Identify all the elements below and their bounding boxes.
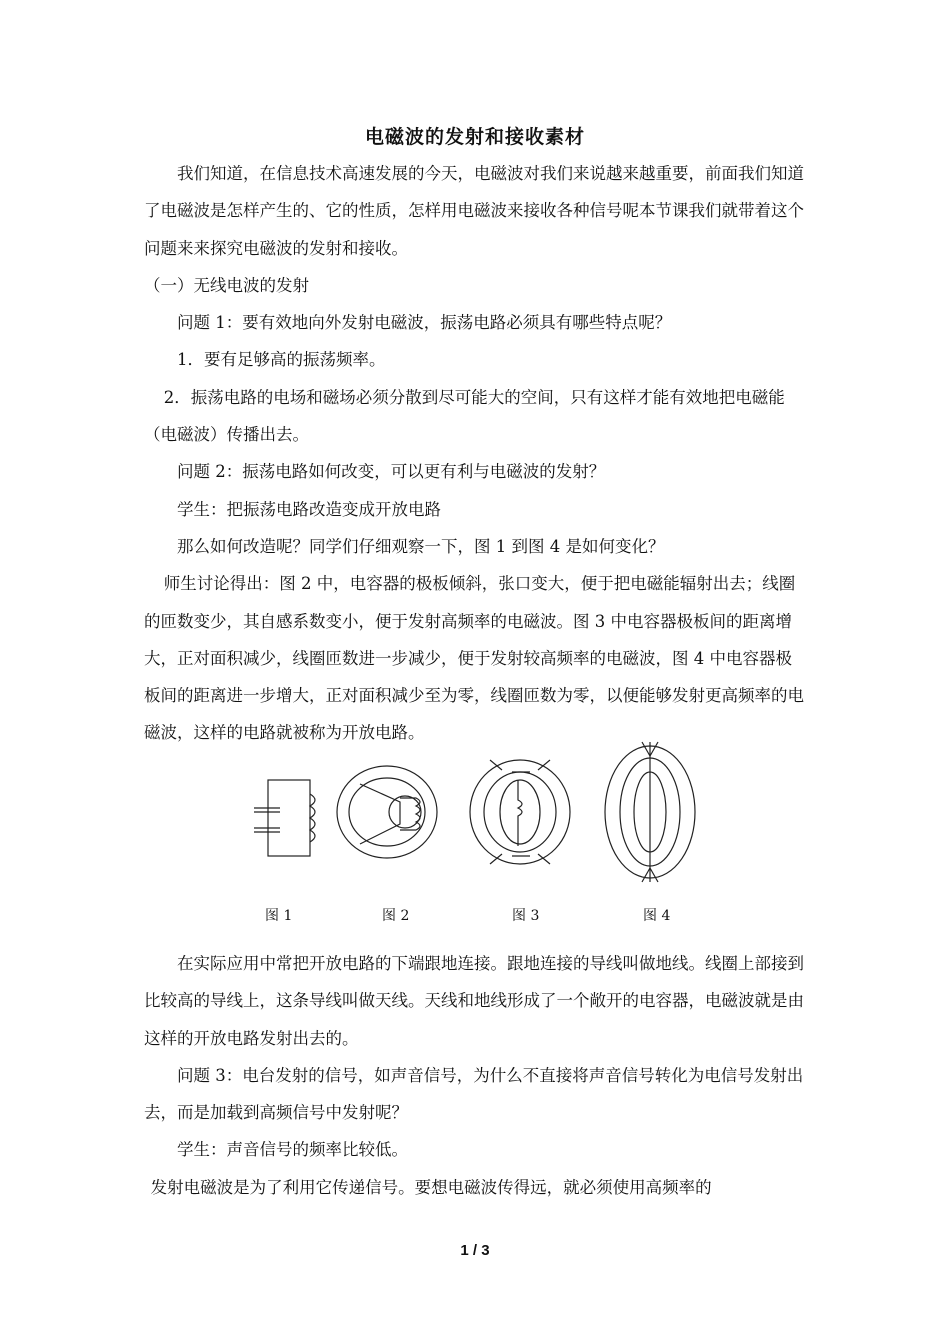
page-number: 1 / 3	[460, 1242, 490, 1259]
paragraph-ground: 在实际应用中常把开放电路的下端跟地连接。跟地连接的导线叫做地线。线圈上部接到比较高的导线上，这条导线叫做天线。天线和地线形成了一个敞开的电容器，电磁波就是由这样的开放电路发射出去的。	[144, 954, 804, 1048]
figure-3-wider-plates	[470, 760, 570, 864]
document-title: 电磁波的发射和接收素材	[364, 126, 585, 148]
figure-caption-3: 图 3	[512, 908, 540, 924]
question-1: 问题 1：要有效地向外发射电磁波，振荡电路必须具有哪些特点呢？	[177, 313, 672, 333]
circuit-figures	[240, 740, 710, 930]
figure-caption-2: 图 2	[382, 908, 410, 924]
figure-1-lc-circuit	[254, 780, 315, 856]
student-answer-1: 学生：把振荡电路改造变成开放电路	[177, 499, 441, 519]
figure-4-open-circuit	[605, 742, 695, 882]
figure-2-open-plates	[337, 766, 437, 858]
student-answer-2: 学生：声音信号的频率比较低。	[177, 1140, 408, 1160]
body-text-bottom	[144, 945, 808, 1206]
paragraph-transmit: 发射电磁波是为了利用它传递信号。要想电磁波传得远，就必须使用高频率的	[150, 1177, 712, 1197]
prompt-observe: 那么如何改造呢？同学们仔细观察一下，图 1 到图 4 是如何变化？	[177, 536, 665, 556]
point-1: 1．要有足够高的振荡频率。	[177, 350, 386, 370]
section-heading: （一）无线电波的发射	[144, 275, 309, 295]
point-2: 2．振荡电路的电场和磁场必须分散到尽可能大的空间，只有这样才能有效地把电磁能（电磁波）传播出去。	[144, 387, 785, 445]
discussion-paragraph: 师生讨论得出：图 2 中，电容器的极板倾斜，张口变大，便于把电磁能辐射出去；线圈的匝数变少，其自感系数变小，便于发射高频率的电磁波。图 3 中电容器极板间的距离增大，正对面积减少，线圈匝数进一步减少，便于发射较高频率的电磁波，图 4 中电容器极板间的距离进一步增大，正对面积减少至为零，线圈匝数为零，以便能够发射更高频率的电磁波，这样的电路就被称为开放电路。	[144, 574, 804, 743]
figure-caption-1: 图 1	[265, 908, 293, 924]
figure-caption-4: 图 4	[643, 908, 671, 924]
body-text-top	[144, 155, 808, 752]
paragraph-intro: 我们知道，在信息技术高速发展的今天，电磁波对我们来说越来越重要，前面我们知道了电磁波是怎样产生的、它的性质，怎样用电磁波来接收各种信号呢本节课我们就带着这个问题来来探究电磁波的发射和接收。	[144, 164, 804, 258]
question-3: 问题 3：电台发射的信号，如声音信号，为什么不直接将声音信号转化为电信号发射出去，而是加载到高频信号中发射呢？	[144, 1065, 804, 1123]
question-2: 问题 2：振荡电路如何改变，可以更有利与电磁波的发射？	[177, 462, 606, 482]
